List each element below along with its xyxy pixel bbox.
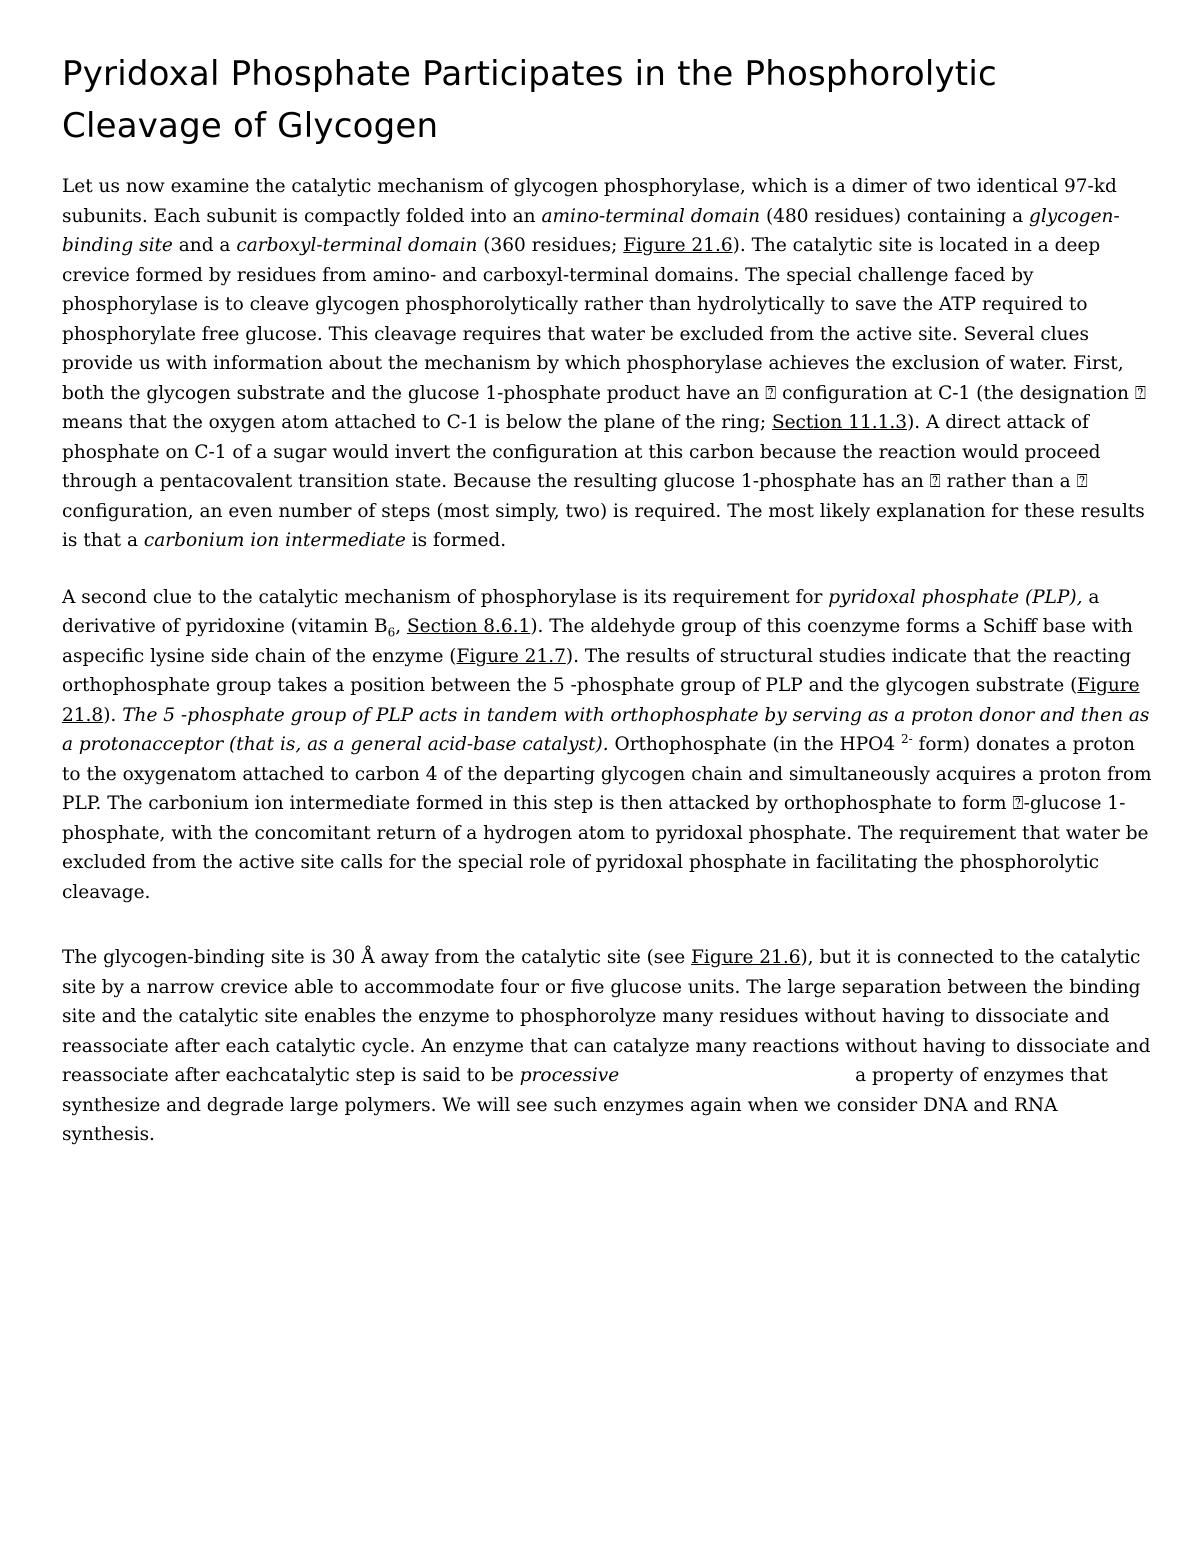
missing-glyph-symbol: ⍰ [929, 471, 941, 492]
italic-term: processive [519, 1065, 620, 1086]
text: (360 residues; [477, 235, 624, 256]
section-link[interactable]: Section 11.1.3 [771, 412, 908, 433]
text: Let us now examine the catalytic mechanism of glycogen phosphorylase, which is a dimer of two identical 97-kd subunits. Each subunit is compactly folded into an [62, 176, 1117, 227]
figure-link[interactable]: Figure 21.6 [691, 947, 801, 968]
paragraph-1 [62, 172, 1152, 556]
text: means that the oxygen atom attached to C-1 is below the plane of the ring; [62, 412, 772, 433]
text: ). The results of structural studies indicate that the reacting orthophosphate group takes a position between the 5 -phosphate group of PLP and the glycogen substrate ( [62, 645, 1132, 696]
text: rather than a [940, 471, 1077, 492]
text: ). A direct attack of phosphate on C-1 of a sugar would invert the configuration at this carbon because the reaction would proceed through a pentacovalent transition state. Because the resulting glucose 1-phosphate has an [62, 412, 1101, 492]
text: A second clue to the catalytic mechanism of phosphorylase is its requirement for [62, 586, 829, 608]
section-link[interactable]: Section 8.6.1 [406, 616, 531, 637]
text: ). The aldehyde group of this coenzyme forms a Schiff base with aspecific lysine side chain of the enzyme ( [62, 616, 1133, 667]
text: ). [103, 704, 123, 726]
text: ), but it is connected to the catalytic site by a narrow crevice able to accommodate four or five glucose units. The large separation between the binding site and the catalytic site enables the enzyme to phosphorolyze many residues without having to dissociate and reassociate after each catalytic cycle. An enzyme that can catalyze many reactions without having to dissociate and reassociate after eachcatalytic step is said to be [62, 947, 1151, 1086]
text: The glycogen-binding site is 30 Å away from the catalytic site (see [62, 947, 692, 968]
subscript: 6 [387, 625, 396, 640]
missing-glyph-symbol: ⍰ [1076, 471, 1088, 492]
missing-glyph-symbol: ⍰ [1012, 793, 1024, 814]
figure-link[interactable]: Figure 21.6 [623, 235, 733, 256]
text: Orthophosphate (in the HPO4 [608, 734, 901, 755]
paragraph-2 [62, 583, 1152, 908]
text: a derivative of pyridoxine (vitamin B [62, 586, 1100, 637]
italic-term: carboxyl-terminal domain [236, 235, 478, 256]
missing-glyph-symbol: ⍰ [765, 382, 777, 404]
text: configuration, an even number of steps (most simply, two) is required. The most likely explanation for these results is that a [62, 500, 1145, 551]
italic-term: amino-terminal domain [541, 205, 761, 227]
text: form) donates a proton to the oxygenatom attached to carbon 4 of the departing glycogen chain and simultaneously acquires a proton from PLP. The carbonium ion intermediate formed in this step is then attacked by orthophosphate to form [62, 734, 1152, 814]
text: and a [172, 235, 237, 256]
superscript: 2- [900, 731, 913, 746]
figure-link[interactable]: Figure 21.8 [62, 675, 1140, 726]
text: (480 residues) containing a [760, 205, 1030, 227]
text: configuration at C-1 (the designation [776, 382, 1135, 404]
text: ). The catalytic site is located in a deep crevice formed by residues from amino- and carboxyl-terminal domains. The special challenge faced by phosphorylase is to cleave glycogen phosphorolytically rather than hydrolytically to save the ATP required to phosphorylate free glucose. This cleavage requires that water be excluded from the active site. Several clues provide us with information about the mechanism by which phosphorylase achieves the exclusion of water. First, both the glycogen substrate and the glucose 1-phosphate product have an [62, 235, 1124, 404]
italic-sentence: The 5 -phosphate group of PLP acts in tandem with orthophosphate by serving as a proton donor and then as a protonacceptor (that is, as a general acid-base catalyst). [62, 704, 1150, 755]
text: is formed. [405, 530, 507, 551]
missing-glyph-symbol: ⍰ [1134, 382, 1146, 404]
page-title: Pyridoxal Phosphate Participates in the Phosphorolytic Cleavage of Glycogen [62, 54, 997, 146]
text: , [395, 616, 407, 637]
italic-term: carbonium ion intermediate [143, 530, 406, 551]
paragraph-3 [62, 943, 1152, 1150]
italic-term: pyridoxal phosphate (PLP), [828, 586, 1083, 608]
document-page [62, 48, 1152, 1150]
figure-link[interactable]: Figure 21.7 [456, 645, 566, 667]
text: -glucose 1-phosphate, with the concomitant return of a hydrogen atom to pyridoxal phosphate. The requirement that water be excluded from the active site calls for the special role of pyridoxal phosphate in facilitating the phosphorolytic cleavage. [62, 793, 1149, 903]
text: a property of enzymes that synthesize and degrade large polymers. We will see such enzymes again when we consider DNA and RNA synthesis. [62, 1065, 1108, 1145]
italic-term: glycogen-binding site [62, 205, 1120, 256]
